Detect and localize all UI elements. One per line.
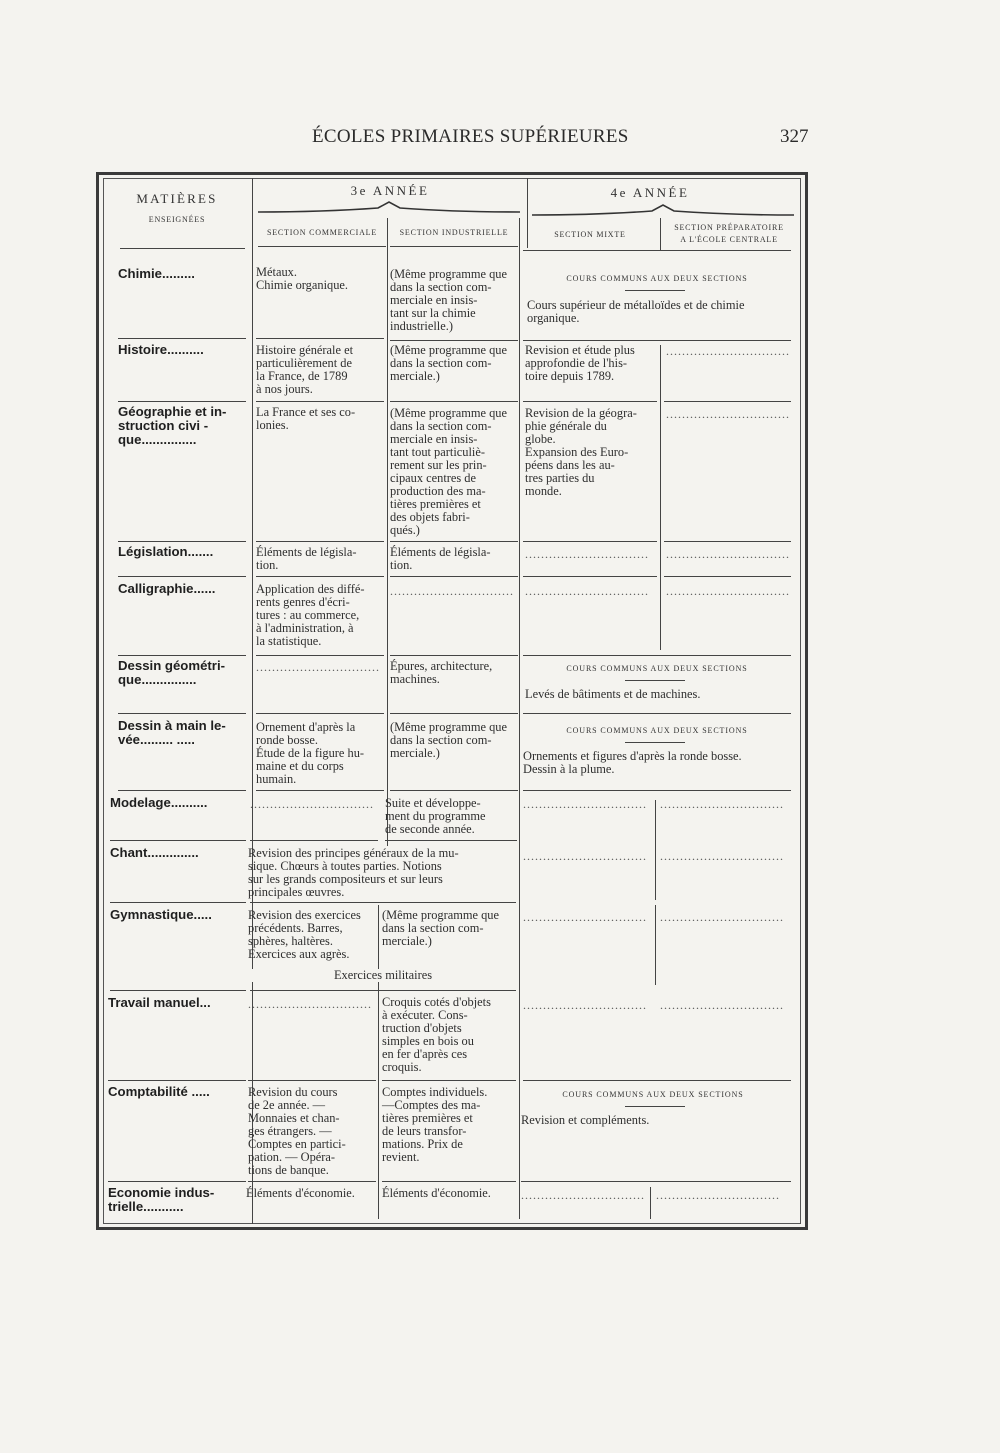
dessin-geo-common-note: COURS COMMUNS AUX DEUX SECTIONS — [566, 664, 748, 673]
header-annee-3: 3e ANNÉE — [350, 183, 430, 198]
header-rule — [523, 250, 791, 251]
modelage-mixte-dots: ............................... — [523, 797, 647, 811]
row-rule — [250, 902, 516, 903]
row-rule — [382, 1080, 516, 1081]
travail-commerciale-dots: ............................... — [248, 997, 372, 1011]
row-rule — [664, 541, 791, 542]
row-rule — [523, 401, 657, 402]
dessin-geo-commerciale-dots: ............................... — [256, 660, 380, 674]
header-section-preparatoire: SECTION PRÉPARATOIRE A L'ÉCOLE CENTRALE — [674, 223, 784, 244]
gymnastique-industrielle: (Même programme que dans la section com- merciale.) — [382, 908, 499, 948]
brace-annee-3 — [258, 200, 520, 216]
row-rule — [256, 541, 384, 542]
row-rule — [521, 1181, 791, 1182]
row-rule — [385, 840, 517, 841]
row-rule — [664, 401, 791, 402]
running-head — [0, 126, 1000, 156]
note-rule — [625, 742, 685, 743]
legislation-commerciale: Éléments de législa- tion. — [256, 545, 357, 572]
row-rule — [256, 338, 384, 339]
calligraphie-mixte-dots: ............................... — [525, 584, 649, 598]
travail-mixte-dots: ............................... — [523, 998, 647, 1012]
chant-preparatoire-dots: ............................... — [660, 849, 784, 863]
gymnastique-span: Exercices militaires — [250, 969, 516, 982]
running-title: ÉCOLES PRIMAIRES SUPÉRIEURES — [312, 126, 629, 147]
dessin-geo-common: Levés de bâtiments et de machines. — [525, 687, 701, 701]
subject-calligraphie: Calligraphie...... — [118, 581, 216, 596]
column-rule — [655, 905, 656, 985]
subject-legislation: Législation....... — [118, 544, 214, 559]
row-rule — [664, 576, 791, 577]
row-rule — [108, 1181, 246, 1182]
legislation-mixte-dots: ............................... — [525, 547, 649, 561]
note-rule — [625, 290, 685, 291]
row-rule — [523, 1080, 791, 1081]
gymnastique-commerciale: Revision des exercices précédents. Barres, sphères, haltères. Exercices aux agrès. — [248, 908, 361, 961]
header-enseignees: ENSEIGNÉES — [148, 215, 206, 224]
header-rule — [390, 246, 518, 247]
modelage-commerciale-dots: ............................... — [250, 797, 374, 811]
subject-modelage: Modelage.......... — [110, 795, 208, 810]
modelage-industrielle: Suite et développe- ment du programme de seconde année. — [385, 796, 486, 836]
dessin-main-industrielle: (Même programme que dans la section com- merciale.) — [390, 720, 507, 760]
row-rule — [523, 541, 657, 542]
row-rule — [390, 655, 518, 656]
chimie-common: Cours supérieur de métalloïdes et de chimie organique. — [527, 298, 745, 325]
chimie-industrielle: (Même programme que dans la section com- merciale en insis- tant sur la chimie industrielle.) — [390, 267, 507, 333]
row-rule — [523, 576, 657, 577]
economie-commerciale: Éléments d'économie. — [246, 1186, 355, 1200]
gymnastique-preparatoire-dots: ............................... — [660, 910, 784, 924]
histoire-mixte: Revision et étude plus approfondie de l'his- toire depuis 1789. — [525, 343, 635, 383]
column-rule — [650, 1187, 651, 1219]
column-rule — [378, 905, 379, 1219]
column-rule — [252, 178, 253, 1224]
row-rule — [110, 902, 246, 903]
histoire-preparatoire-dots: ............................... — [666, 344, 790, 358]
geographie-commerciale: La France et ses co- lonies. — [256, 405, 356, 432]
economie-mixte-dots: ............................... — [521, 1188, 645, 1202]
chant-span: Revision des principes généraux de la mu- sique. Chœurs à toutes parties. Notions sur les grands compositeurs et sur leurs principales œuvres. — [248, 846, 459, 899]
header-rule — [120, 248, 245, 249]
row-rule — [118, 713, 246, 714]
row-rule — [110, 990, 246, 991]
subject-histoire: Histoire.......... — [118, 342, 204, 357]
row-rule — [256, 655, 384, 656]
chimie-common-note: COURS COMMUNS AUX DEUX SECTIONS — [566, 274, 748, 283]
calligraphie-commerciale: Application des diffé- rents genres d'écri- tures : au commerce, à l'administration, à la statistique. — [256, 582, 365, 648]
comptabilite-industrielle: Comptes individuels. —Comptes des ma- tières premières et de leurs transfor- mations. Prix de revient. — [382, 1085, 488, 1164]
chant-mixte-dots: ............................... — [523, 849, 647, 863]
dessin-main-common-note: COURS COMMUNS AUX DEUX SECTIONS — [566, 726, 748, 735]
row-rule — [390, 541, 518, 542]
page-number: 327 — [780, 126, 809, 147]
economie-industrielle: Éléments d'économie. — [382, 1186, 491, 1200]
legislation-industrielle: Éléments de législa- tion. — [390, 545, 491, 572]
header-section-industrielle: SECTION INDUSTRIELLE — [399, 228, 509, 237]
row-rule — [390, 790, 518, 791]
header-section-mixte: SECTION MIXTE — [554, 230, 626, 239]
comptabilite-common-note: COURS COMMUNS AUX DEUX SECTIONS — [562, 1090, 744, 1099]
row-rule — [248, 1080, 376, 1081]
column-rule — [660, 218, 661, 250]
subject-comptabilite: Comptabilité ..... — [108, 1084, 210, 1099]
row-rule — [256, 576, 384, 577]
row-rule — [110, 840, 246, 841]
economie-preparatoire-dots: ............................... — [656, 1188, 780, 1202]
row-rule — [390, 576, 518, 577]
modelage-preparatoire-dots: ............................... — [660, 797, 784, 811]
row-rule — [118, 338, 246, 339]
column-rule — [655, 800, 656, 900]
chimie-commerciale: Métaux. Chimie organique. — [256, 265, 348, 292]
row-rule — [118, 401, 246, 402]
row-rule — [523, 713, 791, 714]
legislation-preparatoire-dots: ............................... — [666, 547, 790, 561]
row-rule — [256, 401, 384, 402]
travail-industrielle: Croquis cotés d'objets à exécuter. Cons- truction d'objets simples en bois ou en fer d'après ces croquis. — [382, 995, 491, 1074]
row-rule — [118, 790, 246, 791]
row-rule — [390, 401, 518, 402]
dessin-geo-industrielle: Épures, architecture, machines. — [390, 659, 493, 686]
histoire-commerciale: Histoire générale et particulièrement de la France, de 1789 à nos jours. — [256, 343, 354, 396]
histoire-industrielle: (Même programme que dans la section com- merciale.) — [390, 343, 507, 383]
row-rule — [118, 655, 246, 656]
gymnastique-mixte-dots: ............................... — [523, 910, 647, 924]
row-rule — [523, 340, 791, 341]
column-rule — [660, 345, 661, 650]
subject-chimie: Chimie......... — [118, 266, 195, 281]
dessin-main-commerciale: Ornement d'après la ronde bosse. Étude de la figure hu- maine et du corps humain. — [256, 720, 365, 786]
row-rule — [118, 541, 246, 542]
row-rule — [248, 1181, 376, 1182]
subject-travail-manuel: Travail manuel... — [108, 995, 211, 1010]
row-rule — [382, 1181, 516, 1182]
subject-dessin-main-levee: Dessin à main le- vée......... ..... — [118, 718, 226, 747]
row-rule — [390, 713, 518, 714]
geographie-industrielle: (Même programme que dans la section com- merciale en insis- tant tout particuliè- rement sur les prin- cipaux centres de production des ma- tières premières et des objets fabri- qués.) — [390, 406, 507, 537]
row-rule — [390, 340, 518, 341]
subject-geographie: Géographie et in- struction civi - que............... — [118, 404, 227, 447]
subject-gymnastique: Gymnastique..... — [110, 907, 212, 922]
brace-annee-4 — [532, 203, 794, 219]
header-section-commerciale: SECTION COMMERCIALE — [266, 228, 378, 237]
column-rule — [387, 218, 388, 846]
row-rule — [523, 655, 791, 656]
row-rule — [256, 790, 384, 791]
header-annee-4: 4e ANNÉE — [610, 185, 690, 200]
header-matieres: MATIÈRES — [136, 191, 218, 206]
subject-economie-industrielle: Economie indus- trielle........... — [108, 1185, 215, 1214]
row-rule — [250, 840, 378, 841]
comptabilite-common: Revision et compléments. — [521, 1113, 650, 1127]
row-rule — [250, 990, 516, 991]
column-rule — [519, 218, 520, 1219]
row-rule — [256, 713, 384, 714]
subject-dessin-geometrique: Dessin géométri- que............... — [118, 658, 225, 687]
row-rule — [523, 790, 791, 791]
comptabilite-commerciale: Revision du cours de 2e année. — Monnaies et chan- ges étrangers. — Comptes en partici- pation. — Opéra- tions de banque. — [248, 1085, 346, 1177]
subject-chant: Chant.............. — [110, 845, 199, 860]
dessin-main-common: Ornements et figures d'après la ronde bosse. Dessin à la plume. — [523, 749, 742, 776]
travail-preparatoire-dots: ............................... — [660, 998, 784, 1012]
geographie-preparatoire-dots: ............................... — [666, 407, 790, 421]
note-rule — [625, 1106, 685, 1107]
row-rule — [118, 576, 246, 577]
calligraphie-industrielle-dots: ............................... — [390, 584, 514, 598]
row-rule — [108, 1080, 246, 1081]
geographie-mixte: Revision de la géogra- phie générale du globe. Expansion des Euro- péens dans les au- tres parties du monde. — [525, 406, 637, 498]
note-rule — [625, 680, 685, 681]
calligraphie-preparatoire-dots: ............................... — [666, 584, 790, 598]
header-rule — [258, 246, 386, 247]
